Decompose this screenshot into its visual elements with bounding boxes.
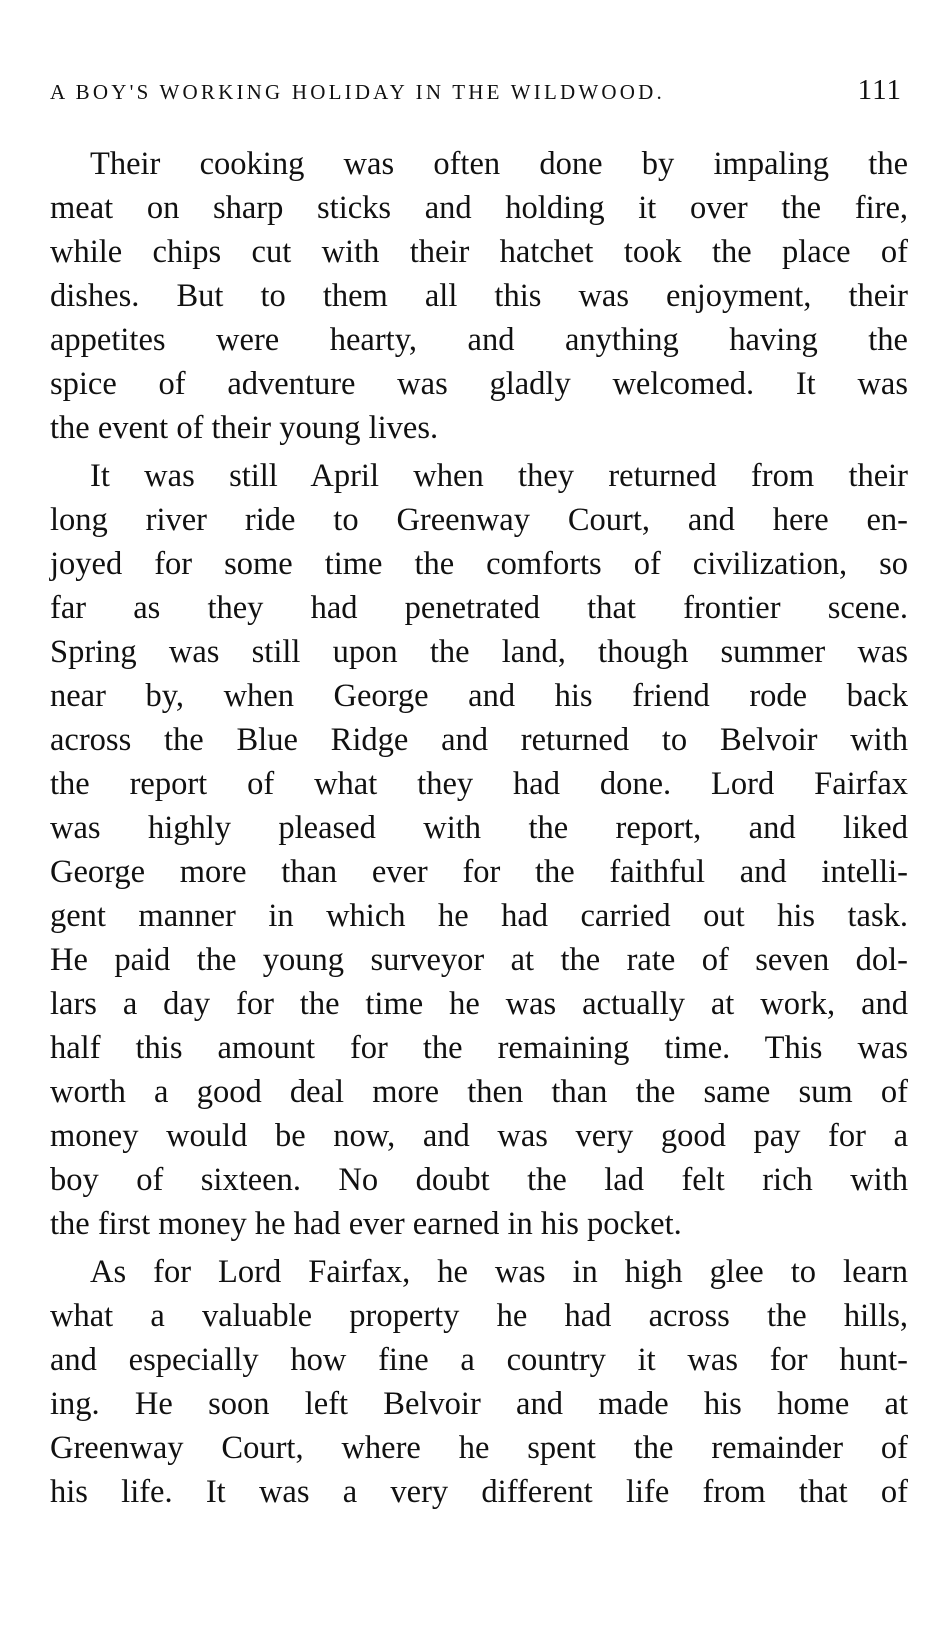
text-line: and especially how fine a country it was for hunt- [50,1342,908,1378]
text-line: the first money he had ever earned in his pocket. [50,1206,682,1242]
text-line: George more than ever for the faithful and intelli- [50,854,908,890]
text-line: He paid the young surveyor at the rate of seven dol- [50,942,908,978]
text-line: appetites were hearty, and anything having the [50,322,908,358]
text-line: spice of adventure was gladly welcomed. It was [50,366,908,402]
page-number: 111 [857,74,902,106]
text-line: his life. It was a very different life from that of [50,1474,908,1510]
text-line: what a valuable property he had across the hills, [50,1298,908,1334]
running-title: A BOY'S WORKING HOLIDAY IN THE WILDWOOD. [50,80,665,104]
text-line: Spring was still upon the land, though summer was [50,634,908,670]
paragraph-1 [50,142,908,450]
text-line: while chips cut with their hatchet took the place of [50,234,908,270]
text-line: Their cooking was often done by impaling the [90,146,908,182]
text-line: lars a day for the time he was actually at work, and [50,986,908,1022]
text-line: dishes. But to them all this was enjoyment, their [50,278,908,314]
text-line: was highly pleased with the report, and liked [50,810,908,846]
text-line: the event of their young lives. [50,410,439,446]
body-text [50,142,908,1514]
text-line: near by, when George and his friend rode back [50,678,908,714]
paragraph-3 [50,1250,908,1514]
text-line: meat on sharp sticks and holding it over the fire, [50,190,908,226]
text-line: across the Blue Ridge and returned to Belvoir with [50,722,908,758]
text-line: It was still April when they returned from their [90,458,908,494]
text-line: boy of sixteen. No doubt the lad felt rich with [50,1162,908,1198]
text-line: the report of what they had done. Lord Fairfax [50,766,908,802]
text-line: As for Lord Fairfax, he was in high glee to learn [90,1254,908,1290]
text-line: worth a good deal more then than the same sum of [50,1074,908,1110]
text-line: far as they had penetrated that frontier scene. [50,590,908,626]
text-line: money would be now, and was very good pay for a [50,1118,908,1154]
running-header [50,72,902,113]
text-line: ing. He soon left Belvoir and made his home at [50,1386,908,1422]
paragraph-2 [50,454,908,1246]
text-line: long river ride to Greenway Court, and here en- [50,502,908,538]
text-line: gent manner in which he had carried out his task. [50,898,908,934]
text-line: joyed for some time the comforts of civilization, so [50,546,908,582]
text-line: half this amount for the remaining time. This was [50,1030,908,1066]
text-line: Greenway Court, where he spent the remainder of [50,1430,908,1466]
